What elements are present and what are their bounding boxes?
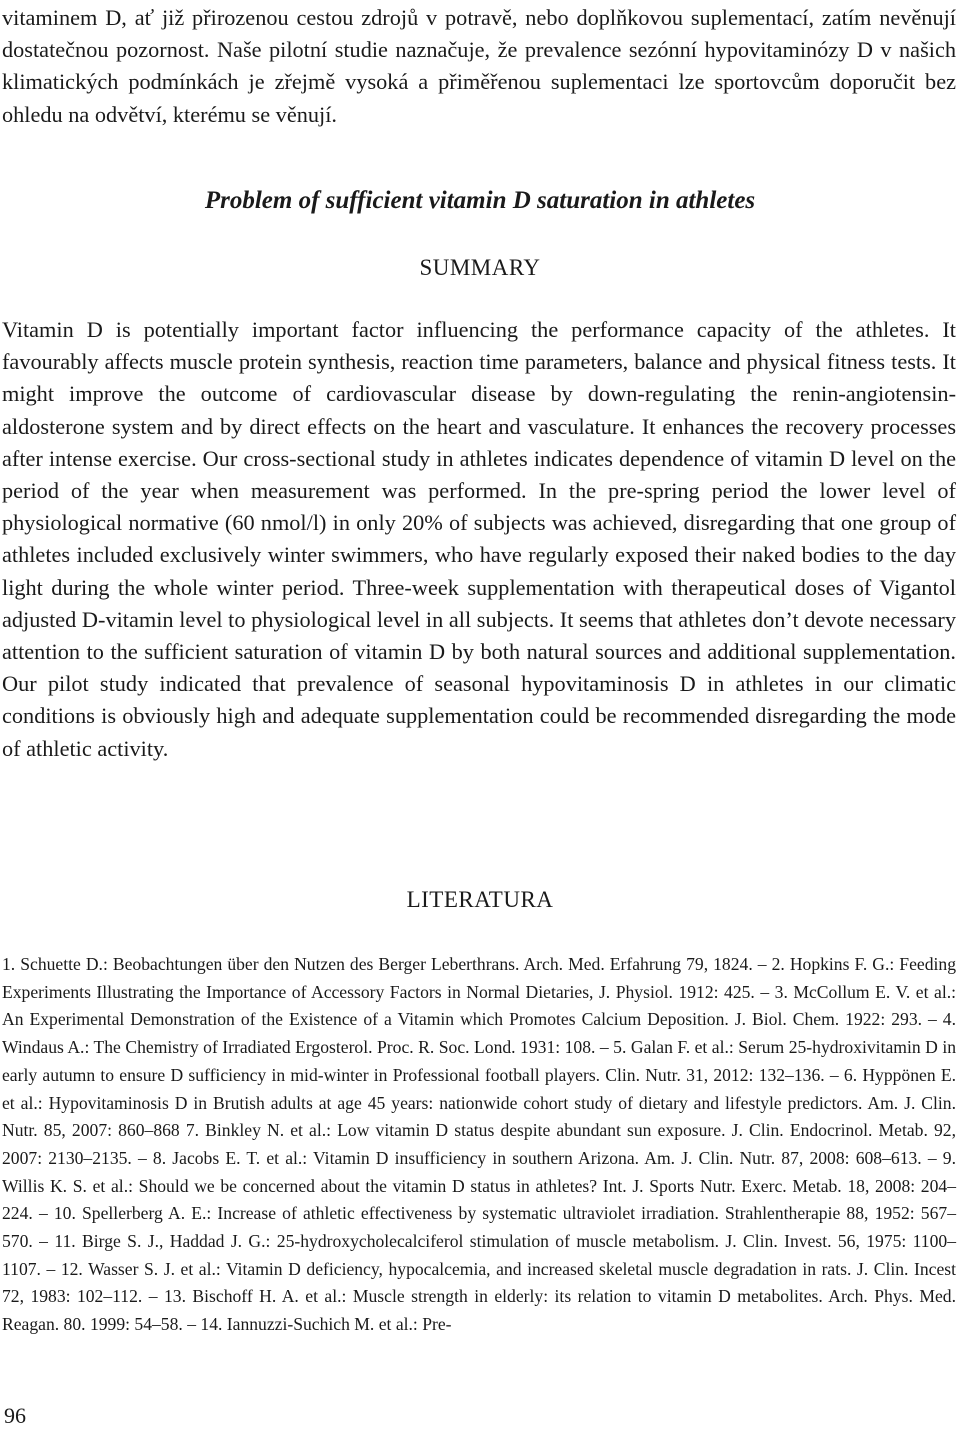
- summary-article-title: Problem of sufficient vitamin D saturation in athletes: [204, 187, 756, 214]
- summary-heading: SUMMARY: [419, 255, 541, 280]
- literatura-heading: LITERATURA: [406, 887, 554, 912]
- czech-paragraph-end: vitaminem D, ať již přirozenou cestou zdrojů v potravě, nebo doplňkovou suplementací, zatím nevěnují dostatečnou pozornost. Naše pilotní studie naznačuje, že prevalence sezónní hypovitaminózy D v našich klimatických podmínkách je zřejmě vysoká a přiměřenou suplementaci lze sportovcům doporučit bez ohledu na odvětví, kterému se věnují.: [2, 5, 956, 127]
- summary-body: Vitamin D is potentially important factor influencing the performance capacity of the athletes. It favourably affects muscle protein synthesis, reaction time parameters, balance and physical fitness tests. It might improve the outcome of cardiovascular disease by down-regulating the renin-angiotensin-aldosterone system and by direct effects on the heart and vasculature. It enhances the recovery processes after intense exercise. Our cross-sectional study in athletes indicates dependence of vitamin D level on the period of the year when measurement was performed. In the pre-spring period the lower level of physiological normative (60 nmol/l) in only 20% of subjects was achieved, disregarding that one group of athletes included exclusively winter swimmers, who have regularly exposed their naked bodies to the day light during the whole winter period. Three-week supplementation with therapeutical doses of Vigantol adjusted D-vitamin level to physiological level in all subjects. It seems that athletes don’t devote necessary attention to the sufficient saturation of vitamin D by both natural sources and additional supplementation. Our pilot study indicated that prevalence of seasonal hypovitaminosis D in athletes in our climatic conditions is obviously high and adequate supplementation could be recommended disregarding the mode of athletic activity.: [2, 317, 956, 761]
- page-number: 96: [4, 1403, 26, 1428]
- reference-list: 1. Schuette D.: Beobachtungen über den Nutzen des Berger Leberthrans. Arch. Med. Erfahrung 79, 1824. – 2. Hopkins F. G.: Feeding Experiments Illustrating the Importance of Accessory Factors in Normal Dietaries, J. Physiol. 1912: 425. – 3. McCollum E. V. et al.: An Experimental Demonstration of the Existence of a Vitamin which Promotes Calcium Deposition. J. Biol. Chem. 1922: 293. – 4. Windaus A.: The Chemistry of Irradiated Ergosterol. Proc. R. Soc. Lond. 1931: 108. – 5. Galan F. et al.: Serum 25-hydroxivitamin D in early autumn to ensure D sufficiency in mid-winter in Professional football players. Clin. Nutr. 31, 2012: 132–136. – 6. Hyppönen E. et al.: Hypovitaminosis D in Brutish adults at age 45 years: nationwide cohort study of dietary and lifestyle predictors. Am. J. Clin. Nutr. 85, 2007: 860–868 7. Binkley N. et al.: Low vitamin D status despite abundant sun exposure. J. Clin. Endocrinol. Metab. 92, 2007: 2130–2135. – 8. Jacobs E. T. et al.: Vitamin D insufficiency in southern Arizona. Am. J. Clin. Nutr. 87, 2008: 608–613. – 9. Willis K. S. et al.: Should we be concerned about the vitamin D status in athletes? Int. J. Sports Nutr. Exerc. Metab. 18, 2008: 204–224. – 10. Spellerberg A. E.: Increase of athletic effectiveness by systematic ultraviolet irradiation. Strahlentherapie 88, 1952: 567–570. – 11. Birge S. J., Haddad J. G.: 25-hydroxycholecalciferol stimulation of muscle metabolism. J. Clin. Invest. 56, 1975: 1100–1107. – 12. Wasser S. J. et al.: Vitamin D deficiency, hypocalcemia, and increased skeletal muscle degradation in rats. J. Clin. Incest 72, 1983: 102–112. – 13. Bischoff H. A. et al.: Muscle strength in elderly: its relation to vitamin D metabolites. Arch. Phys. Med. Reagan. 80. 1999: 54–58. – 14. Iannuzzi-Suchich M. et al.: Pre-: [2, 954, 956, 1335]
